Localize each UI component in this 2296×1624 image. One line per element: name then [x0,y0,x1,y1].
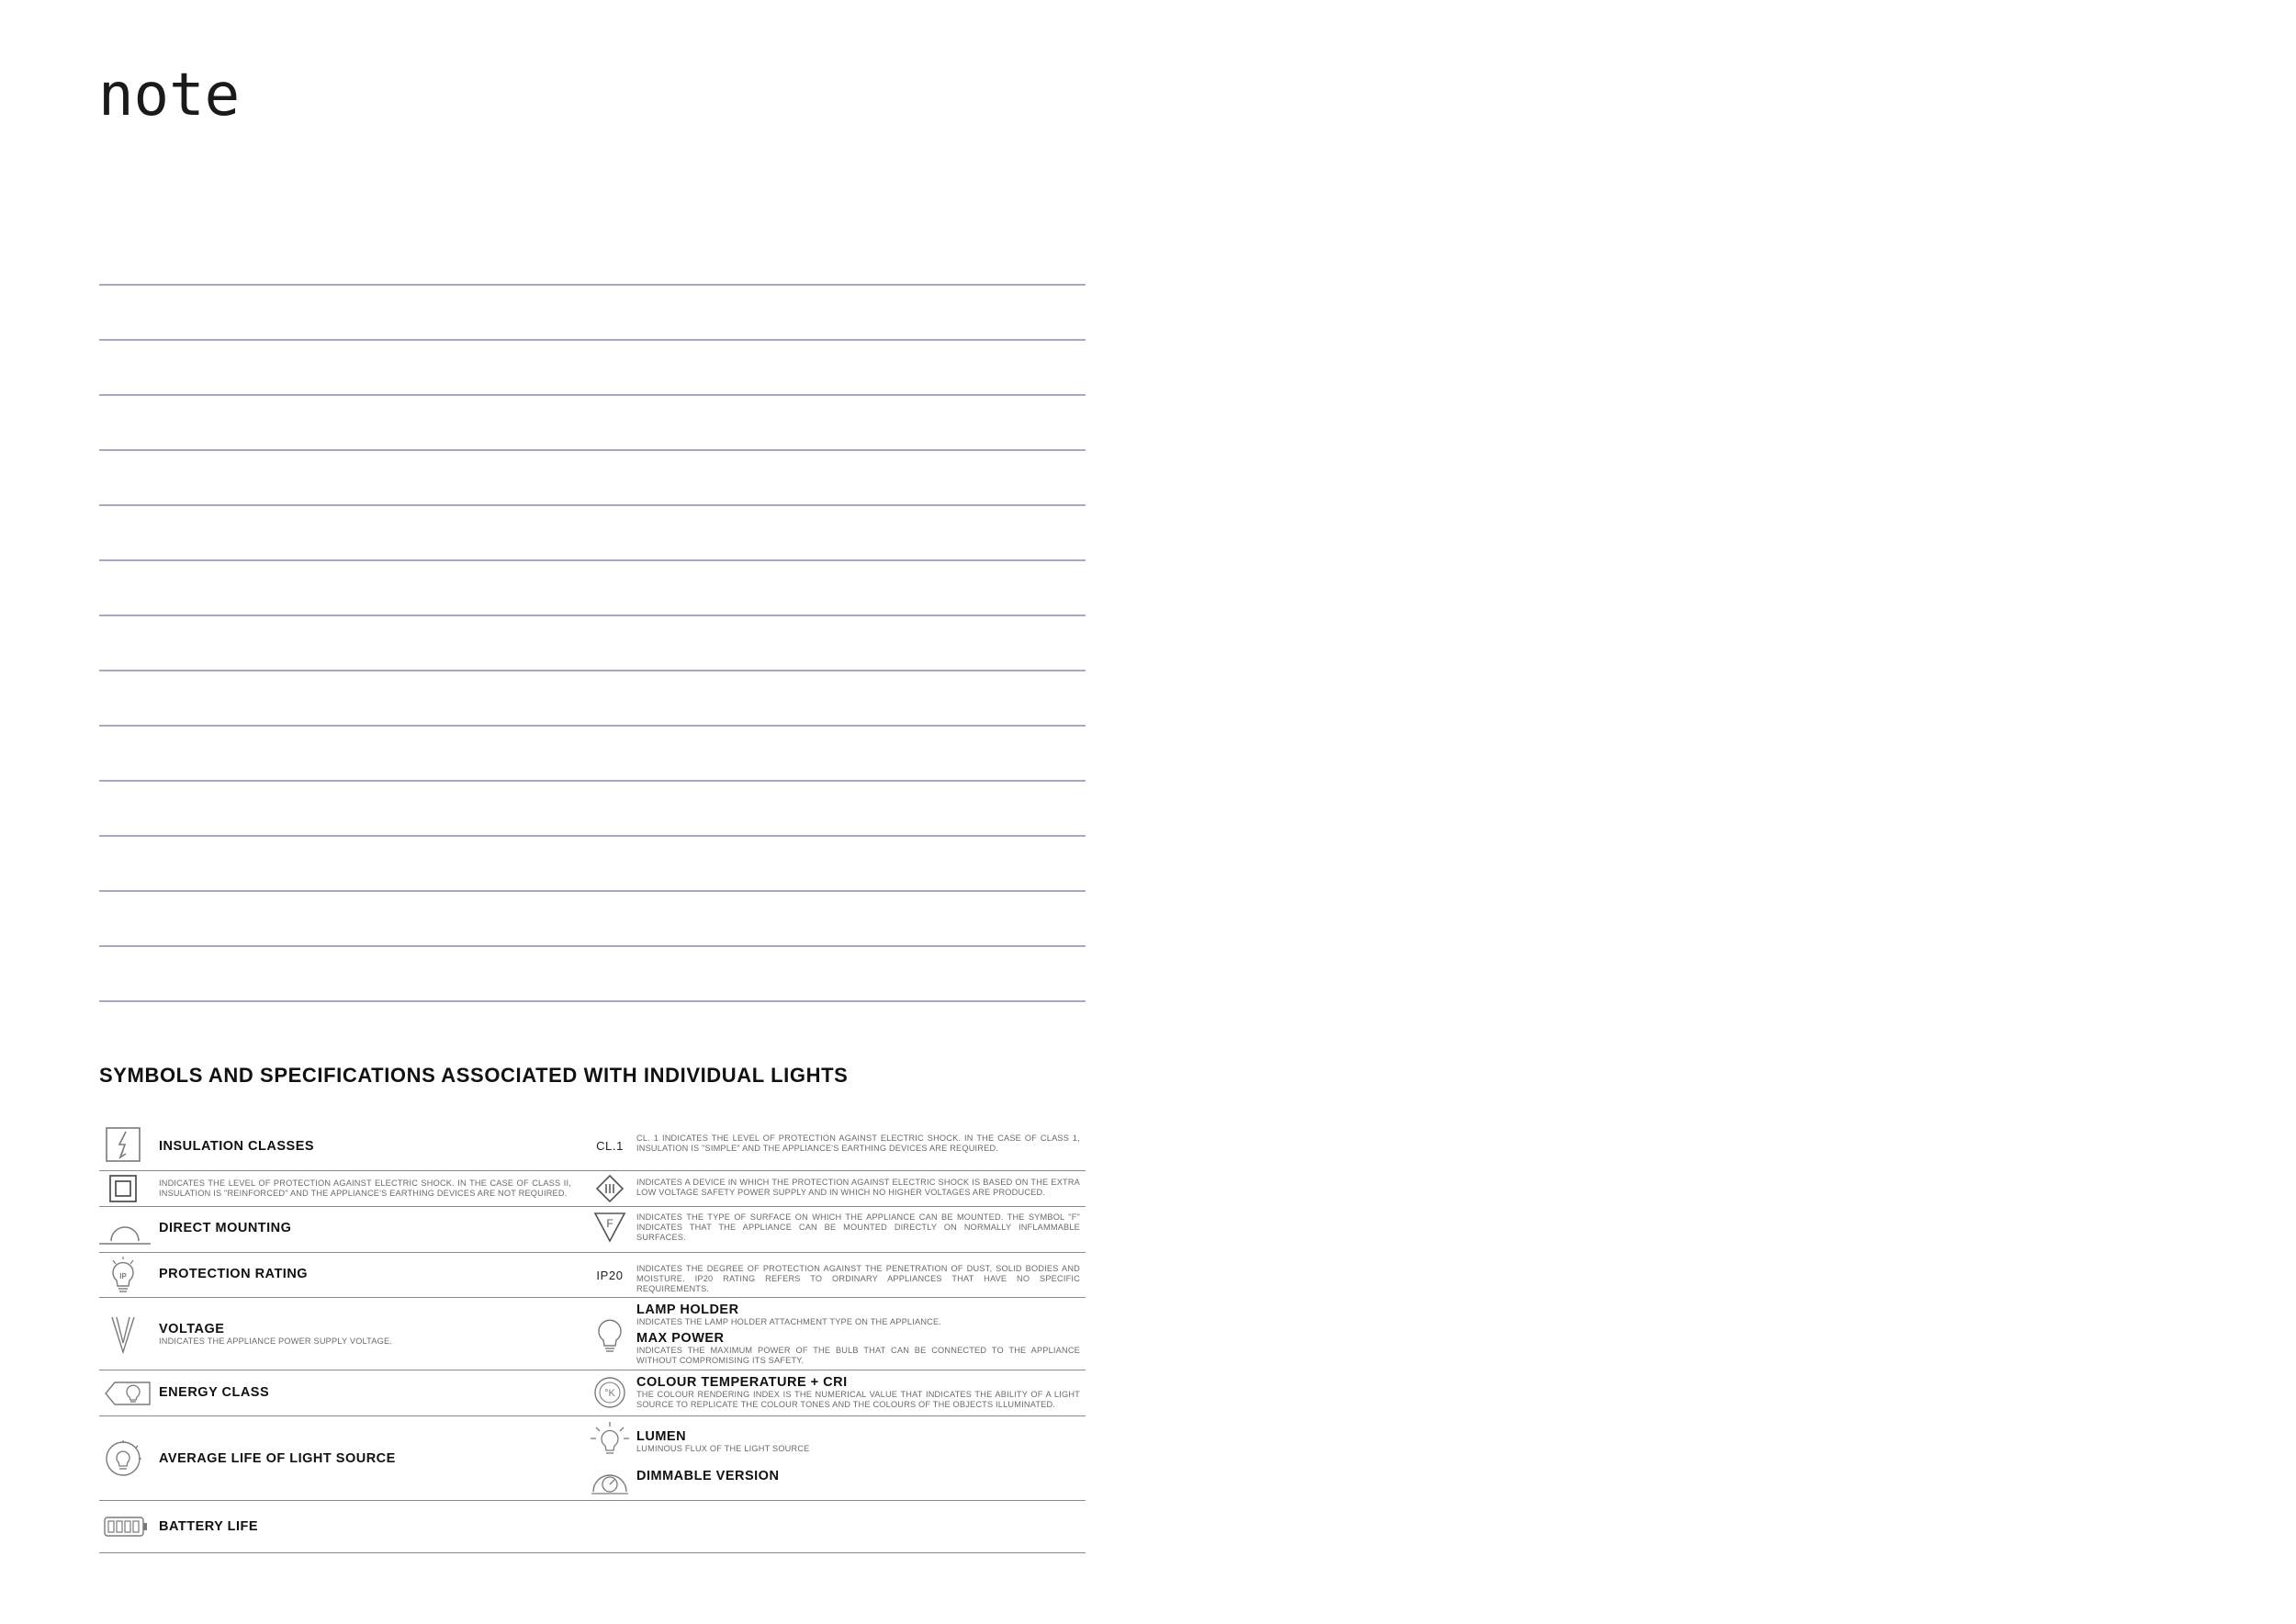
spec-desc: THE COLOUR RENDERING INDEX IS THE NUMERICAL VALUE THAT INDICATES THE ABILITY OF A LIGHT SOURCE TO REPLICATE THE COLOUR TONES AND THE COLOURS OF THE OBJECTS ILLUMINATED. [636,1390,1080,1409]
note-line [99,892,1086,947]
spec-desc: INDICATES THE TYPE OF SURFACE ON WHICH THE APPLIANCE CAN BE MOUNTED. THE SYMBOL "F" INDICATES THAT THE APPLIANCE CAN BE MOUNTED DIRECTLY ON NORMALLY INFLAMMABLE SURFACES. [636,1212,1080,1242]
spec-battery-life [99,1501,577,1552]
spec-row [99,1501,1086,1553]
spec-row [99,1122,1086,1171]
class1-code [590,1135,630,1156]
kelvin-circle-icon [590,1376,630,1409]
spec-row [99,1253,1086,1298]
spec-label: DIRECT MOUNTING [159,1221,292,1235]
ip-bulb-icon [103,1257,143,1293]
spec-desc: INDICATES A DEVICE IN WHICH THE PROTECTION AGAINST ELECTRIC SHOCK IS BASED ON THE EXTRA LOW VOLTAGE SAFETY POWER SUPPLY AND IN WHICH NO HIGHER VOLTAGES ARE PRODUCED. [636,1178,1080,1197]
spec-surface-f [577,1207,1086,1252]
note-line [99,671,1086,727]
spec-desc: INDICATES THE LAMP HOLDER ATTACHMENT TYPE ON THE APPLIANCE. [636,1317,942,1326]
specs-table [99,1122,1086,1553]
note-line [99,451,1086,506]
spec-row [99,1416,1086,1501]
spec-label: INSULATION CLASSES [159,1139,315,1154]
class1-code-text: CL.1 [596,1138,624,1153]
spec-label: DIMMABLE VERSION [636,1469,780,1483]
section-title: SYMBOLS AND SPECIFICATIONS ASSOCIATED WITH INDIVIDUAL LIGHTS [99,1064,849,1087]
diamond-iii-icon [590,1174,630,1203]
note-line [99,947,1086,1002]
energy-tag-icon [103,1380,152,1407]
bulb-icon [590,1314,630,1353]
spec-empty [577,1501,1086,1552]
bulb-clock-icon [103,1438,143,1479]
spec-ip20 [577,1253,1086,1297]
spec-desc: CL. 1 INDICATES THE LEVEL OF PROTECTION AGAINST ELECTRIC SHOCK. IN THE CASE OF CLASS 1, INSULATION IS "SIMPLE" AND THE APPLIANCE'S EARTHING DEVICES ARE REQUIRED. [636,1133,1080,1153]
ip20-code-text: IP20 [596,1268,624,1282]
spec-desc: INDICATES THE DEGREE OF PROTECTION AGAINST THE PENETRATION OF DUST, SOLID BODIES AND MOISTURE. IP20 RATING REFERS TO ORDINARY APPLIANCES THAT HAVE NO SPECIFIC REQUIREMENTS. [636,1264,1080,1293]
spec-class1 [577,1122,1086,1170]
note-line [99,727,1086,782]
note-line [99,286,1086,341]
spec-row [99,1207,1086,1253]
spec-row [99,1370,1086,1416]
note-line [99,396,1086,451]
ip20-code [590,1264,630,1286]
radiant-bulb-icon [584,1420,636,1459]
spec-insulation-classes [99,1122,577,1170]
spec-label: LAMP HOLDER [636,1303,739,1317]
spec-lamp-holder-max-power [577,1298,1086,1370]
double-square-icon [103,1175,143,1202]
spec-row [99,1171,1086,1207]
spec-lumen-dimmable [577,1416,1086,1500]
note-line [99,782,1086,837]
note-line [99,616,1086,671]
spec-label: BATTERY LIFE [159,1519,259,1534]
spec-label: MAX POWER [636,1331,725,1346]
triangle-f-icon [590,1211,630,1244]
spec-protection-rating [99,1253,577,1297]
spec-desc: INDICATES THE APPLIANCE POWER SUPPLY VOLTAGE. [159,1336,393,1346]
spec-direct-mounting [99,1207,577,1252]
note-lines [99,284,1086,1002]
spec-voltage [99,1298,577,1370]
spec-label: COLOUR TEMPERATURE + CRI [636,1375,848,1390]
spec-average-life [99,1416,577,1500]
spec-energy-class [99,1370,577,1415]
note-line [99,837,1086,892]
ceiling-dome-icon [97,1212,152,1247]
spec-label: VOLTAGE [159,1322,225,1336]
note-line [99,561,1086,616]
lightning-square-icon [103,1126,143,1163]
spec-label: AVERAGE LIFE OF LIGHT SOURCE [159,1451,396,1466]
spec-label: PROTECTION RATING [159,1267,309,1281]
voltage-v-icon [103,1314,143,1355]
spec-class3 [577,1171,1086,1206]
page-title: note [98,62,241,130]
spec-desc: LUMINOUS FLUX OF THE LIGHT SOURCE [636,1444,810,1453]
svg-text:F: F [606,1217,613,1230]
svg-text:IP: IP [119,1272,127,1280]
spec-desc: INDICATES THE LEVEL OF PROTECTION AGAINST ELECTRIC SHOCK. IN THE CASE OF CLASS II, INSULATION IS "REINFORCED" AND THE APPLIANCE'S EARTHING DEVICES ARE NOT REQUIRED. [159,1179,571,1198]
battery-icon [103,1514,149,1539]
spec-label: ENERGY CLASS [159,1385,270,1400]
spec-colour-temperature [577,1370,1086,1415]
spec-desc: INDICATES THE MAXIMUM POWER OF THE BULB THAT CAN BE CONNECTED TO THE APPLIANCE WITHOUT COMPROMISING ITS SAFETY. [636,1346,1080,1365]
spec-class2 [99,1171,577,1206]
note-line [99,341,1086,396]
spec-row [99,1298,1086,1370]
svg-text:°K: °K [604,1388,615,1399]
note-line [99,506,1086,561]
dimmer-dial-icon [584,1462,636,1495]
spec-label: LUMEN [636,1429,687,1444]
